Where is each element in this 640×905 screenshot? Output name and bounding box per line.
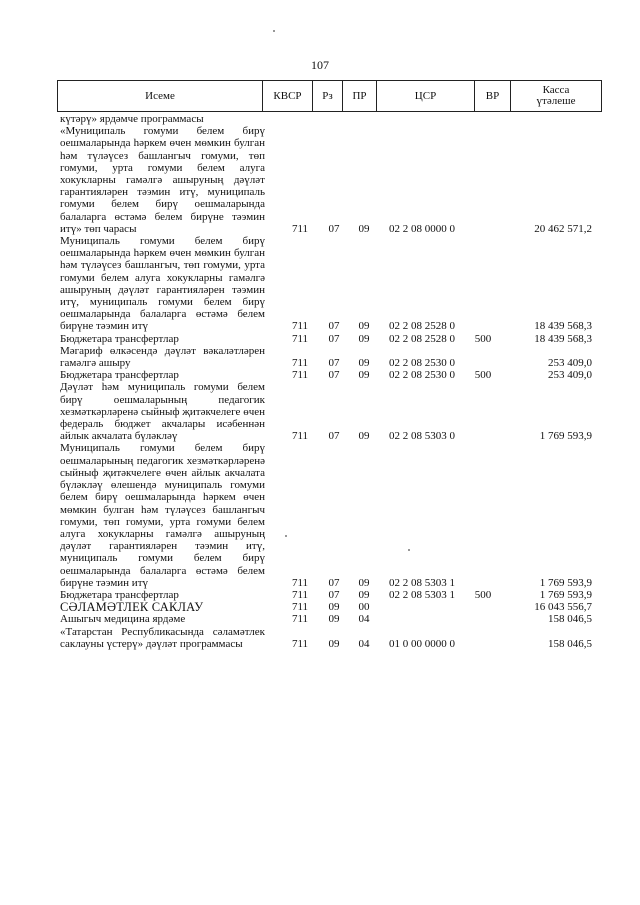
col-pr-header (343, 81, 377, 111)
cell-sum: 16 043 556,7 (534, 601, 592, 614)
cell-rz: 09 (328, 613, 340, 626)
row-name: Муниципаль гомуми белем бирү оешмаларының педагогик хезмәткәрләренә сыйныф җитәкчелеге өчен айлык акчалата бүләкләү өлешендә муниципаль гомуми белем бирү оешмаларында һәркем өчен мөмкин булган һәм түләүсез башлангыч гомуми, төп гомуми, урта гомуми белем алуга хокукларны гамәлгә ашыруның дәүләт гарантияләрен тәэмин итү, муниципаль гомуми белем бирү оешмаларында балаларга өстәмә белем бирүне тәэмин итү (60, 442, 265, 589)
cell-sum: 18 439 568,3 (534, 320, 592, 333)
cell-csr: 02 2 08 2530 0 (389, 369, 455, 382)
table-row (60, 442, 600, 588)
col-name-label: Исеме (145, 89, 175, 102)
cell-pr: 09 (358, 576, 370, 589)
cell-kvsr: 711 (291, 369, 309, 382)
cell-vr: 500 (474, 369, 492, 382)
table-row (60, 125, 600, 235)
row-name: Бюджетара трансфертлар (60, 332, 179, 345)
cell-pr: 04 (358, 637, 370, 650)
row-name: Мәгариф өлкәсендә дәүләт вәкаләтләрен гамәлгә ашыру (60, 344, 265, 370)
cell-rz: 07 (328, 430, 340, 443)
cell-csr: 02 2 08 5303 0 (389, 430, 455, 443)
cell-vr: 500 (474, 332, 492, 345)
cell-pr: 09 (358, 222, 370, 235)
cell-rz: 07 (328, 332, 340, 345)
table-row (60, 113, 600, 125)
cell-rz: 09 (328, 637, 340, 650)
col-csr-header (377, 81, 475, 111)
table-row (60, 626, 600, 650)
row-name: «Татарстан Республикасында сәламәтлек саклауны үстерү» дәүләт программасы (60, 625, 265, 650)
cell-sum: 18 439 568,3 (534, 332, 592, 345)
row-name: Бюджетара трансфертлар (60, 588, 179, 601)
cell-csr: 02 2 08 0000 0 (389, 222, 455, 235)
cell-csr: 02 2 08 5303 1 (389, 588, 455, 601)
cell-sum: 158 046,5 (548, 613, 592, 626)
table-row (60, 345, 600, 369)
cell-csr: 02 2 08 5303 1 (389, 576, 455, 589)
cell-sum: 253 409,0 (548, 369, 592, 382)
col-pr-label: ПР (352, 89, 367, 102)
cell-rz: 07 (328, 320, 340, 333)
cell-sum: 1 769 593,9 (539, 576, 592, 589)
col-sum-label-line1: Касса (542, 84, 570, 96)
cell-rz: 07 (328, 576, 340, 589)
cell-rz: 07 (328, 222, 340, 235)
table-row (60, 381, 600, 442)
cell-kvsr: 711 (291, 613, 309, 626)
cell-sum: 20 462 571,2 (534, 222, 592, 235)
cell-pr: 09 (358, 320, 370, 333)
cell-kvsr: 711 (291, 576, 309, 589)
cell-pr: 09 (358, 369, 370, 382)
page-number: 107 (311, 58, 329, 72)
cell-csr: 02 2 08 2528 0 (389, 320, 455, 333)
col-rz-header (313, 81, 343, 111)
table-row (60, 613, 600, 625)
cell-pr: 09 (358, 588, 370, 601)
cell-sum: 1 769 593,9 (539, 430, 592, 443)
cell-kvsr: 711 (291, 222, 309, 235)
cell-pr: 04 (358, 613, 370, 626)
cell-vr: 500 (474, 588, 492, 601)
cell-pr: 09 (358, 332, 370, 345)
cell-rz: 07 (328, 357, 340, 370)
col-sum-label-line2: үтәлеше (536, 95, 576, 107)
col-vr-label: ВР (485, 89, 500, 102)
cell-kvsr: 711 (291, 430, 309, 443)
cell-csr: 02 2 08 2528 0 (389, 332, 455, 345)
table-row (60, 333, 600, 345)
row-name: Муниципаль гомуми белем бирү оешмаларында һәркем өчен мөмкин булган һәм түләүсез башлангыч, төп гомуми, урта гомуми белем алуга хокукларны гамәлгә ашыруның дәүләт гарантияләрен тәэмин итү, муниципаль гомуми белем бирү оешмаларында балаларга өстәмә белем бирүне тәэмин итү (60, 235, 265, 333)
cell-kvsr: 711 (291, 357, 309, 370)
section-heading: СӘЛАМӘТЛЕК САКЛАУ (60, 600, 204, 615)
cell-pr: 09 (358, 430, 370, 443)
cell-kvsr: 711 (291, 601, 309, 614)
col-vr-header (475, 81, 511, 111)
col-rz-label: Рз (322, 89, 333, 102)
cell-sum: 158 046,5 (548, 637, 592, 650)
table-row (60, 601, 600, 613)
row-name: Ашыгыч медицина ярдәме (60, 613, 186, 626)
cell-pr: 00 (358, 601, 370, 614)
cell-csr: 01 0 00 0000 0 (389, 637, 455, 650)
col-kvsr-header (263, 81, 313, 111)
row-name: Бюджетара трансфертлар (60, 369, 179, 382)
cell-kvsr: 711 (291, 332, 309, 345)
cell-pr: 09 (358, 357, 370, 370)
cell-rz: 07 (328, 588, 340, 601)
cell-csr: 02 2 08 2530 0 (389, 357, 455, 370)
cell-sum: 1 769 593,9 (539, 588, 592, 601)
cell-rz: 09 (328, 601, 340, 614)
col-kvsr-label: КВСР (273, 89, 302, 102)
cell-kvsr: 711 (291, 320, 309, 333)
table-body (60, 113, 600, 650)
col-sum-header (511, 81, 601, 111)
row-name: күтәрү» ярдәмче программасы (60, 113, 204, 125)
col-csr-label: ЦСР (414, 89, 437, 102)
col-name-header (58, 81, 263, 111)
table-row (60, 369, 600, 381)
cell-rz: 07 (328, 369, 340, 382)
row-name: Дәүләт һәм муниципаль гомуми белем бирү оешмаларының педагогик хезмәткәрләренә сыйныф җитәкчелеге өчен федераль бюджет акчалары исәбеннән айлык акчалата бүләкләү (60, 381, 265, 443)
table-row (60, 235, 600, 333)
cell-sum: 253 409,0 (548, 357, 592, 370)
row-name: «Муниципаль гомуми белем бирү оешмаларында һәркем өчен мөмкин булган һәм түләүсез башлангыч гомуми, төп гомуми, урта гомуми белем алуга хокукларны гамәлгә ашыруның дәүләт гарантияләрен тәэмин итү, муниципаль гомуми белем бирү оешмаларында балаларга өстәмә белем бирүне тәэмин итү» төп чарасы (60, 125, 265, 235)
table-header (57, 80, 602, 112)
cell-kvsr: 711 (291, 588, 309, 601)
cell-kvsr: 711 (291, 637, 309, 650)
scan-speck (273, 30, 275, 32)
